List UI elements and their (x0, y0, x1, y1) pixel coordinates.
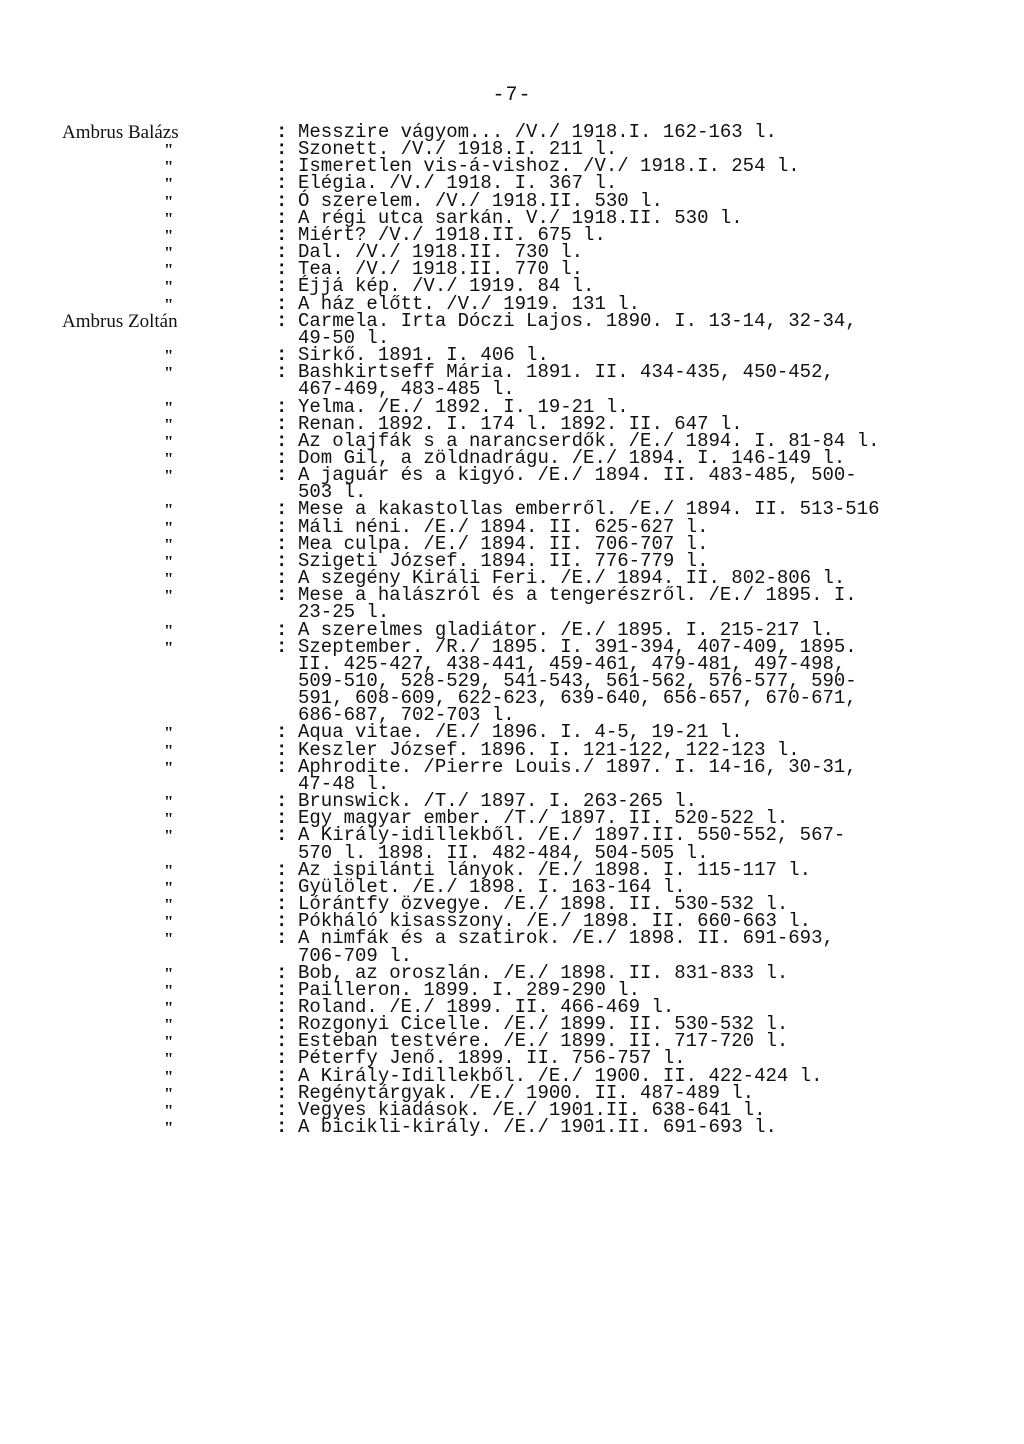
ditto-mark: " (164, 895, 174, 915)
bibliography-entry (0, 927, 1024, 967)
ditto-mark: " (164, 860, 174, 880)
entry-text-line: Pailleron. 1899. I. 289-290 l. (298, 978, 641, 1001)
ditto-mark: " (164, 997, 174, 1017)
bibliography-entry (0, 464, 1024, 504)
ditto-mark: " (164, 397, 174, 417)
entry-separator: : (276, 361, 288, 384)
entry-text-line: Egy magyar ember. /T./ 1897. II. 520-522 l. (298, 807, 789, 830)
bibliography-entry (0, 361, 1024, 401)
entry-separator: : (276, 189, 288, 212)
entry-separator: : (276, 1013, 288, 1036)
page-number: -7- (492, 84, 532, 107)
entry-text-line: Keszler József. 1896. I. 121-122, 122-123 l. (298, 738, 800, 761)
entry-text-line: Dom Gil, a zöldnadrágu. /E./ 1894. I. 146-149 l. (298, 446, 846, 469)
ditto-mark: " (164, 448, 174, 468)
entry-text-line: Szonett. /V./ 1918.I. 211 l. (298, 138, 618, 161)
bibliography-entry (0, 309, 1024, 349)
bibliography-entry (0, 584, 1024, 624)
entry-separator: : (276, 549, 288, 572)
ditto-mark: " (164, 534, 174, 554)
ditto-mark: " (164, 174, 174, 194)
ditto-mark: " (164, 346, 174, 366)
entry-separator: : (276, 1081, 288, 1104)
ditto-mark: " (164, 551, 174, 571)
entry-text-line: 47-48 l. (298, 772, 390, 795)
entry-text-line: Ó szerelem. /V./ 1918.II. 530 l. (298, 189, 663, 212)
entry-separator: : (276, 1047, 288, 1070)
entry-separator: : (276, 206, 288, 229)
ditto-mark: " (164, 157, 174, 177)
entry-text-line: 23-25 l. (298, 601, 390, 624)
entry-text-line: Renan. 1892. I. 174 l. 1892. II. 647 l. (298, 412, 743, 435)
ditto-mark: " (164, 569, 174, 589)
entry-text-line: Elégia. /V./ 1918. I. 367 l. (298, 172, 618, 195)
entry-text-line: 591, 608-609, 622-623, 639-640, 656-657, 670-671, (298, 687, 857, 710)
entry-separator: : (276, 858, 288, 881)
ditto-mark: " (164, 140, 174, 160)
entry-text-line: Rozgonyi Cicelle. /E./ 1899. II. 530-532 l. (298, 1013, 789, 1036)
entry-separator: : (276, 635, 288, 658)
entry-separator: : (276, 1030, 288, 1053)
entry-text-line: Lórántfy özvegye. /E./ 1898. II. 530-532 l. (298, 893, 789, 916)
entry-separator: : (276, 1064, 288, 1087)
entry-text-line: 686-687, 702-703 l. (298, 704, 515, 727)
ditto-mark: " (164, 500, 174, 520)
entry-text-line: Aqua vitae. /E./ 1896. I. 4-5, 19-21 l. (298, 721, 743, 744)
ditto-mark: " (164, 1032, 174, 1052)
ditto-mark: " (164, 1049, 174, 1069)
entry-separator: : (276, 961, 288, 984)
entry-separator: : (276, 755, 288, 778)
entry-separator: : (276, 978, 288, 1001)
entry-text-line: Szigeti József. 1894. II. 776-779 l. (298, 549, 709, 572)
entry-text-line: 503 l. (298, 481, 367, 504)
entry-text-line: 509-510, 528-529, 541-543, 561-562, 576-577, 590- (298, 670, 857, 692)
entry-separator: : (276, 515, 288, 538)
bibliography-list (0, 121, 1024, 1139)
entry-text-line: Pókháló kisasszony. /E./ 1898. II. 660-663 l. (298, 910, 812, 933)
entry-separator: : (276, 824, 288, 847)
entry-separator: : (276, 584, 288, 607)
ditto-mark: " (164, 637, 174, 657)
entry-separator: : (276, 721, 288, 744)
ditto-mark: " (164, 431, 174, 451)
entry-separator: : (276, 258, 288, 281)
entry-text-line: Gyülölet. /E./ 1898. I. 163-164 l. (298, 875, 686, 898)
bibliography-entry (0, 824, 1024, 864)
entry-text-line: 467-469, 483-485 l. (298, 378, 515, 401)
ditto-mark: " (164, 877, 174, 897)
ditto-mark: " (164, 792, 174, 812)
entry-separator: : (276, 875, 288, 898)
entry-separator: : (276, 241, 288, 264)
entry-text-line: Dal. /V./ 1918.II. 730 l. (298, 241, 584, 264)
ditto-mark: " (164, 929, 174, 949)
entry-text-line: Roland. /E./ 1899. II. 466-469 l. (298, 995, 675, 1018)
entry-text-line: A bicikli-király. /E./ 1901.II. 691-693 l. (298, 1116, 777, 1139)
entry-text-line: A jaguár és a kigyó. /E./ 1894. II. 483-485, 500- (298, 464, 857, 487)
entry-text-line: Esteban testvére. /E./ 1899. II. 717-720 l. (298, 1030, 789, 1053)
entry-text-line: Vegyes kiadások. /E./ 1901.II. 638-641 l. (298, 1098, 766, 1121)
entry-text-line: 49-50 l. (298, 326, 390, 349)
entry-text-line: A ház előtt. /V./ 1919. 131 l. (298, 292, 641, 315)
entry-text-line: A szerelmes gladiátor. /E./ 1895. I. 215-217 l. (298, 618, 834, 641)
entry-text-line: A nimfák és a szatirok. /E./ 1898. II. 691-693, (298, 927, 834, 950)
ditto-mark: " (164, 1100, 174, 1120)
entry-separator: : (276, 412, 288, 435)
entry-text-line: Ismeretlen vis-á-vishoz. /V./ 1918.I. 254 l. (298, 155, 800, 178)
entry-separator: : (276, 995, 288, 1018)
entry-separator: : (276, 429, 288, 452)
entry-separator: : (276, 309, 288, 332)
entry-text-line: A szegény Királi Feri. /E./ 1894. II. 802-806 l. (298, 567, 846, 590)
entry-text-line: Miért? /V./ 1918.II. 675 l. (298, 223, 606, 246)
ditto-mark: " (164, 466, 174, 486)
entry-text-line: Bashkirtseff Mária. 1891. II. 434-435, 450-452, (298, 361, 834, 384)
entry-separator: : (276, 275, 288, 298)
entry-separator: : (276, 121, 288, 143)
entry-separator: : (276, 223, 288, 246)
bibliography-entry (0, 755, 1024, 795)
entry-separator: : (276, 155, 288, 178)
author-name: Ambrus Zoltán (62, 310, 178, 332)
entry-text-line: Éjjá kép. /V./ 1919. 84 l. (298, 275, 595, 298)
entry-separator: : (276, 618, 288, 641)
ditto-mark: " (164, 517, 174, 537)
entry-text-line: Carmela. Irta Dóczi Lajos. 1890. I. 13-14, 32-34, (298, 309, 857, 332)
ditto-mark: " (164, 225, 174, 245)
entry-text-line: Yelma. /E./ 1892. I. 19-21 l. (298, 395, 629, 418)
entry-separator: : (276, 138, 288, 161)
entry-text-line: Tea. /V./ 1918.II. 770 l. (298, 258, 584, 281)
entry-text-line: 706-709 l. (298, 944, 413, 967)
entry-text-line: Regénytárgyak. /E./ 1900. II. 487-489 l. (298, 1081, 755, 1104)
entry-text-line: Brunswick. /T./ 1897. I. 263-265 l. (298, 790, 698, 813)
entry-separator: : (276, 172, 288, 195)
ditto-mark: " (164, 208, 174, 228)
entry-text-line: Mese a halászról és a tengerészről. /E./ 1895. I. (298, 584, 857, 607)
ditto-mark: " (164, 963, 174, 983)
entry-separator: : (276, 344, 288, 367)
entry-separator: : (276, 292, 288, 315)
ditto-mark: " (164, 191, 174, 211)
entry-text-line: Mese a kakastollas emberről. /E./ 1894. II. 513-516 (298, 498, 880, 521)
entry-text-line: II. 425-427, 438-441, 459-461, 479-481, 497-498, (298, 652, 846, 675)
entry-separator: : (276, 893, 288, 916)
entry-separator: : (276, 532, 288, 555)
entry-text-line: A Király-idillekből. /E./ 1897.II. 550-552, 567- (298, 824, 846, 847)
ditto-mark: " (164, 1118, 174, 1138)
entry-text-line: 570 l. 1898. II. 482-484, 504-505 l. (298, 841, 709, 864)
entry-separator: : (276, 464, 288, 487)
entry-text-line: Aphrodite. /Pierre Louis./ 1897. I. 14-16, 30-31, (298, 755, 857, 778)
entry-text-line: Bob, az oroszlán. /E./ 1898. II. 831-833 l. (298, 961, 789, 984)
entry-text-line: Az ispilánti lányok. /E./ 1898. I. 115-117 l. (298, 858, 812, 881)
ditto-mark: " (164, 809, 174, 829)
entry-text-line: Sirkő. 1891. I. 406 l. (298, 344, 549, 367)
entry-separator: : (276, 498, 288, 521)
entry-separator: : (276, 1116, 288, 1139)
entry-separator: : (276, 790, 288, 813)
bibliography-entry (0, 635, 1024, 727)
ditto-mark: " (164, 243, 174, 263)
entry-separator: : (276, 738, 288, 761)
ditto-mark: " (164, 826, 174, 846)
author-name: Ambrus Balázs (62, 122, 179, 143)
entry-separator: : (276, 1098, 288, 1121)
entry-separator: : (276, 446, 288, 469)
ditto-mark: " (164, 1083, 174, 1103)
entry-separator: : (276, 395, 288, 418)
ditto-mark: " (164, 363, 174, 383)
entry-separator: : (276, 567, 288, 590)
ditto-mark: " (164, 1066, 174, 1086)
ditto-mark: " (164, 620, 174, 640)
ditto-mark: " (164, 1015, 174, 1035)
ditto-mark: " (164, 294, 174, 314)
entry-text-line: Péterfy Jenő. 1899. II. 756-757 l. (298, 1047, 686, 1070)
entry-text-line: Máli néni. /E./ 1894. II. 625-627 l. (298, 515, 709, 538)
ditto-mark: " (164, 757, 174, 777)
ditto-mark: " (164, 740, 174, 760)
entry-text-line: Messzire vágyom... /V./ 1918.I. 162-163 l. (298, 121, 777, 143)
ditto-mark: " (164, 980, 174, 1000)
ditto-mark: " (164, 414, 174, 434)
entry-separator: : (276, 910, 288, 933)
ditto-mark: " (164, 260, 174, 280)
entry-text-line: Mea culpa. /E./ 1894. II. 706-707 l. (298, 532, 709, 555)
bibliography-entry (0, 1116, 1024, 1139)
ditto-mark: " (164, 912, 174, 932)
entry-text-line: A régi utca sarkán. V./ 1918.II. 530 l. (298, 206, 743, 229)
entry-separator: : (276, 807, 288, 830)
ditto-mark: " (164, 723, 174, 743)
entry-text-line: A Király-Idillekből. /E./ 1900. II. 422-424 l. (298, 1064, 823, 1087)
ditto-mark: " (164, 277, 174, 297)
entry-text-line: Az olajfák s a narancserdők. /E./ 1894. I. 81-84 l. (298, 429, 880, 452)
ditto-mark: " (164, 586, 174, 606)
entry-text-line: Szeptember. /R./ 1895. I. 391-394, 407-409, 1895. (298, 635, 857, 658)
entry-separator: : (276, 927, 288, 950)
